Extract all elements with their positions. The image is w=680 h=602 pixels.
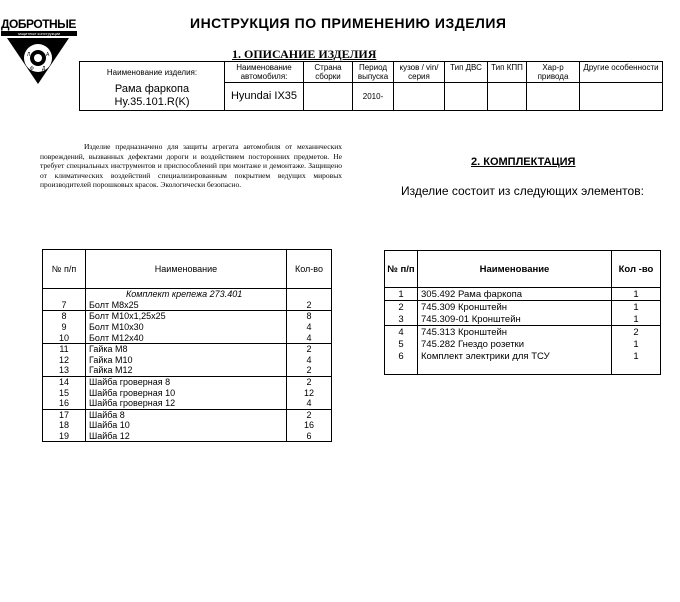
product-name-value: Рама фаркопа Hy.35.101.R(K): [114, 83, 190, 108]
other-value: [580, 83, 663, 111]
fasteners-kit-row: [43, 289, 332, 300]
table-row: 5 745.282 Гнездо розетки 1: [385, 338, 661, 350]
gearbox-value: [488, 83, 527, 111]
svg-text:Ф: Ф: [30, 66, 34, 72]
engine-header: Тип ДВС: [445, 62, 488, 83]
table-row: 4 745.313 Кронштейн 2: [385, 326, 661, 339]
table-row: 7 Болт М8х25 2: [43, 300, 332, 311]
country-value: [304, 83, 353, 111]
table-row: 19 Шайба 12 6: [43, 431, 332, 442]
model-header: Наименование автомобиля:: [225, 62, 304, 83]
model-value: Hyundai IX35: [225, 83, 304, 111]
page-title: ИНСТРУКЦИЯ ПО ПРИМЕНЕНИЮ ИЗДЕЛИЯ: [190, 15, 507, 31]
product-description: Изделие предназначено для защиты агрегата автомобиля от механических повреждений, вызванных дефектами дороги и воздействием посторонних предметов. Не требует специальных инструментов и приспособлений при монтаже и демонтаже. Защищено от климатических воздействий специализированным покрытием ведущих мировых производителей порошковых красок. Экологически безопасно.: [40, 142, 342, 190]
table-row: 14 Шайба гроверная 8 2: [43, 376, 332, 387]
logo-brand-text: ДОБРОТНЫЕ: [1, 17, 76, 31]
country-header: Страна сборки: [304, 62, 353, 83]
table-row: 17 Шайба 8 2: [43, 409, 332, 420]
table-row: 10 Болт М12х40 4: [43, 332, 332, 343]
table-row: 15 Шайба гроверная 10 12: [43, 387, 332, 398]
drive-header: Хар-р привода: [527, 62, 580, 83]
components-qty-header: Кол -во: [612, 251, 661, 288]
product-name-header: Наименование изделия:: [106, 68, 198, 77]
table-row: 12 Гайка М10 4: [43, 355, 332, 366]
logo-emblem-icon: [1, 18, 77, 86]
components-name-header: Наименование: [418, 251, 612, 288]
other-header: Другие особенности: [580, 62, 663, 83]
product-name-cell: [80, 62, 225, 111]
components-num-header: № п/п: [385, 251, 418, 288]
fasteners-num-header: № п/п: [43, 250, 86, 289]
period-header: Период выпуска: [353, 62, 394, 83]
period-value: 2010-: [353, 83, 394, 111]
body-header: кузов / vin/серия: [394, 62, 445, 83]
fasteners-table: [42, 249, 332, 442]
section1-title: 1. ОПИСАНИЕ ИЗДЕЛИЯ: [232, 47, 377, 61]
product-info-table: [79, 61, 663, 111]
gearbox-header: Тип КПП: [488, 62, 527, 83]
engine-value: [445, 83, 488, 111]
company-logo: [1, 18, 77, 86]
section2-title: 2. КОМПЛЕКТАЦИЯ: [471, 156, 576, 168]
table-row: 3 745.309-01 Кронштейн 1: [385, 313, 661, 326]
fasteners-name-header: Наименование: [86, 250, 287, 289]
table-row: 1 305.492 Рама фаркопа 1: [385, 288, 661, 301]
table-row: 13 Гайка М12 2: [43, 365, 332, 376]
drive-value: [527, 83, 580, 111]
table-row: 8 Болт М10х1,25х25 8: [43, 311, 332, 322]
table-row: 16 Шайба гроверная 12 4: [43, 398, 332, 409]
svg-text:Л: Л: [27, 52, 31, 58]
body-value: [394, 83, 445, 111]
fasteners-qty-header: Кол-во: [287, 250, 332, 289]
components-table: [384, 250, 661, 375]
table-row: 18 Шайба 10 16: [43, 420, 332, 431]
table-row: 2 745.309 Кронштейн 1: [385, 301, 661, 314]
table-row: 11 Гайка М8 2: [43, 343, 332, 354]
fasteners-kit-title: Комплект крепежа 273.401: [126, 289, 243, 300]
svg-text:Д: Д: [42, 66, 46, 72]
table-row: 6 Комплект электрики для ТСУ 1: [385, 350, 661, 362]
table-row: 9 Болт М10х30 4: [43, 322, 332, 333]
section2-intro: Изделие состоит из следующих элементов:: [401, 184, 644, 198]
svg-text:А: А: [46, 52, 50, 58]
logo-subtitle: защитные конструкции: [1, 31, 77, 36]
